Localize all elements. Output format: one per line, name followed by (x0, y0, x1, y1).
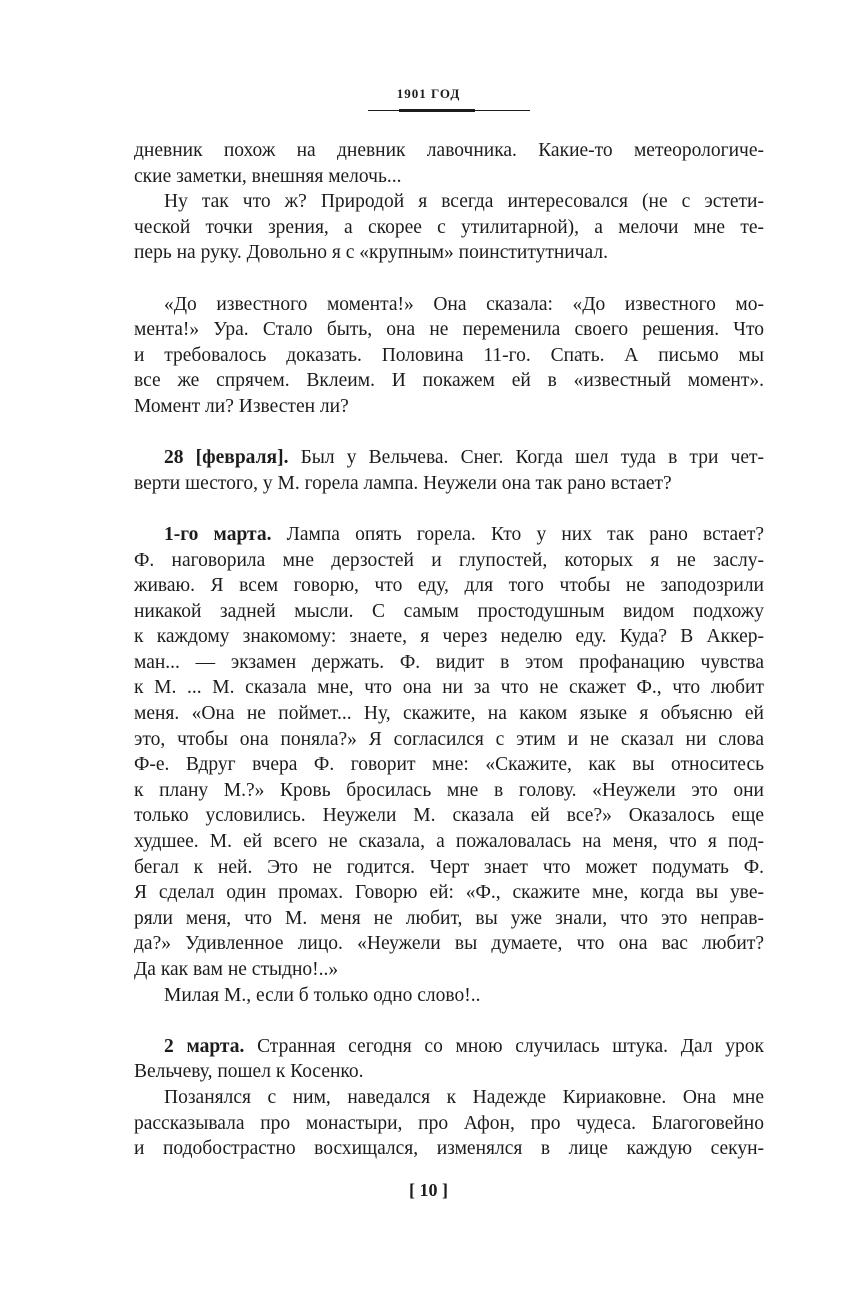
text-line: к каждому знакомому: знаете, я через неделю еду. Куда? В Аккер- (134, 626, 764, 648)
text-line: «До известного момента!» Она сказала: «До известного мо- (164, 293, 764, 315)
text-line: Вельчеву, пошел к Косенко. (134, 1061, 364, 1083)
text-line: к М. ... М. сказала мне, что она ни за что не скажет Ф., что любит (134, 677, 764, 699)
text-line: перь на руку. Довольно я с «крупным» поинститутничал. (134, 242, 608, 264)
text-line: ман... — экзамен держать. Ф. видит в этом профанацию чувства (134, 651, 764, 673)
text-line: и требовалось доказать. Половина 11-го. Спать. А письмо мы (134, 344, 764, 366)
paragraph-gap (134, 1008, 764, 1034)
entry-line (134, 522, 764, 548)
text-line: Я сделал один промах. Говорю ей: «Ф., скажите мне, когда вы уве- (134, 882, 764, 904)
page-body (134, 138, 764, 1162)
text-line: все же спрячем. Вклеим. И покажем ей в «известный момент». (134, 370, 764, 392)
text-line: Ф. наговорила мне дерзостей и глупостей, которых я не заслу- (134, 549, 764, 571)
text-line: мента!» Ура. Стало быть, она не переменила своего решения. Что (134, 319, 764, 341)
text-line: худшее. М. ей всего не сказала, а пожаловалась на меня, что я под- (134, 831, 764, 853)
text-line: Ну так что ж? Природой я всегда интересовался (не с эстети- (164, 191, 764, 213)
entry-text: Был у Вельчева. Снег. Когда шел туда в три чет- (288, 447, 765, 469)
running-header: 1901 ГОД (396, 86, 461, 101)
text-line: да?» Удивленное лицо. «Неужели вы думаете, что она вас любит? (134, 933, 764, 955)
text-line: только условились. Неужели М. сказала ей все?» Оказалось еще (134, 805, 764, 827)
text-line: ские заметки, внешняя мелочь... (134, 165, 402, 187)
paragraph-gap (134, 420, 764, 446)
entry-text: Лампа опять горела. Кто у них так рано встает? (271, 523, 764, 545)
text-line: живаю. Я всем говорю, что еду, для того чтобы не заподозрили (134, 575, 764, 597)
text-line: и подобострастно восхищался, изменялся в лице каждую секун- (134, 1138, 764, 1160)
text-line: Позанялся с ним, наведался к Надежде Кириаковне. Она мне (164, 1086, 764, 1108)
header-rule-accent (399, 109, 475, 112)
text-line: Милая М., если б только одно слово!.. (164, 984, 481, 1006)
entry-text: Странная сегодня со мною случилась штука. Дал урок (244, 1035, 764, 1057)
text-line: бегал к ней. Это не годится. Черт знает что может подумать Ф. (134, 856, 764, 878)
page-number: [ 10 ] (409, 1180, 448, 1200)
text-line: это, чтобы она поняла?» Я согласился с этим и не сказал ни слова (134, 728, 764, 750)
text-line: Момент ли? Известен ли? (134, 395, 349, 417)
text-line: меня. «Она не поймет... Ну, скажите, на каком языке я объясню ей (134, 703, 764, 725)
entry-line (134, 445, 764, 471)
text-line: ряли меня, что М. меня не любит, вы уже знали, что это неправ- (134, 907, 764, 929)
text-line: рассказывала про монастыри, про Афон, про чудеса. Благоговейно (134, 1112, 764, 1134)
text-line: никакой задней мысли. С самым простодушным видом подхожу (134, 600, 764, 622)
text-line: к плану М.?» Кровь бросилась мне в голову. «Неужели это они (134, 779, 764, 801)
paragraph-gap (134, 266, 764, 292)
text-line: ческой точки зрения, а скорее с утилитарной), а мелочи мне те- (134, 216, 764, 238)
entry-date: 1-го марта. (164, 523, 272, 545)
entry-line (134, 1034, 764, 1060)
text-line: верти шестого, у М. горела лампа. Неужели она так рано встает? (134, 472, 672, 494)
text-line: дневник похож на дневник лавочника. Какие-то метеорологиче- (134, 140, 764, 161)
text-line: Ф-е. Вдруг вчера Ф. говорит мне: «Скажите, как вы относитесь (134, 754, 764, 776)
entry-date: 2 марта. (164, 1035, 245, 1057)
paragraph-gap (134, 496, 764, 522)
entry-date: 28 [февраля]. (164, 447, 289, 469)
text-line: Да как вам не стыдно!..» (134, 959, 339, 980)
